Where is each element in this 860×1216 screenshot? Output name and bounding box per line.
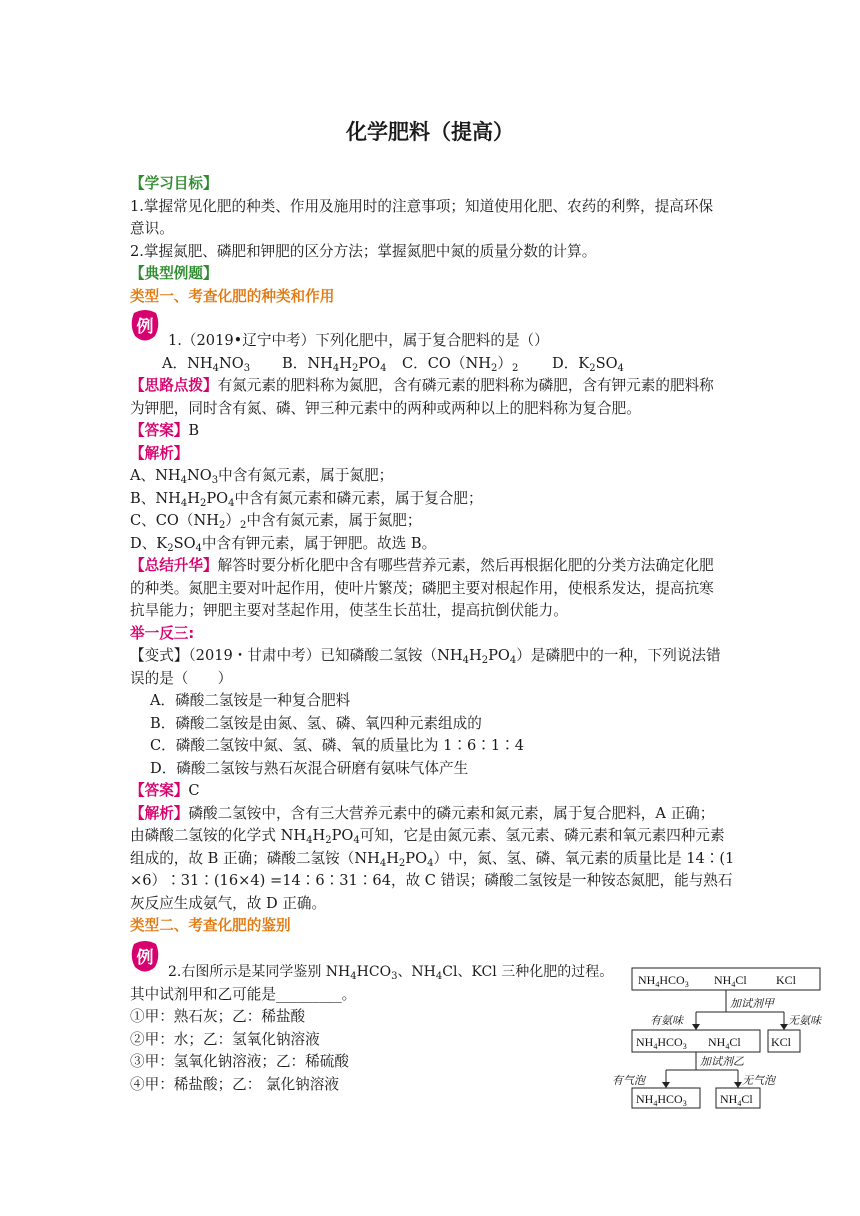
identification-flow-diagram: [608, 960, 838, 1118]
page-title: 化学肥料（提高）: [346, 120, 514, 144]
reagent-a-label: 加试剂甲: [730, 998, 774, 1010]
q1-option-d: D．$K_2SO_4$: [552, 355, 624, 374]
analysis-line: B、$NH_4H_2PO_4$中含有氮元素和磷元素，属于复合肥；: [130, 490, 483, 509]
summary-label: 【总结升华】: [130, 557, 218, 574]
variant-option: C．磷酸二氢铵中氮、氢、磷、氧的质量比为 1∶6∶1∶4: [150, 737, 525, 754]
analysis-line: A、$NH_4NO_3$中含有氮元素，属于氮肥；: [130, 467, 394, 486]
summary-line: 【总结升华】解答时要分析化肥中含有哪些营养元素，然后再根据化肥的分类方法确定化肥: [130, 557, 714, 574]
mid-right-box-label: KCl: [771, 1035, 792, 1049]
variant-answer: 【答案】C: [130, 782, 200, 799]
variant-option: B．磷酸二氢铵是由氮、氢、磷、氧四种元素组成的: [150, 715, 482, 732]
question-2-stem: 其中试剂甲和乙可能是_________。: [130, 986, 357, 1003]
variant-option: A．磷酸二氢铵是一种复合肥料: [150, 692, 351, 709]
variant-heading: 举一反三:: [130, 625, 195, 642]
section-heading-type1: 类型一、考查化肥的种类和作用: [130, 288, 335, 305]
variant-option: D．磷酸二氢铵与熟石灰混合研磨有氨味气体产生: [150, 760, 469, 777]
branch-b-right-label: 无气泡: [742, 1075, 775, 1087]
goal-line: 1.掌握常见化肥的种类、作用及施用时的注意事项；知道使用化肥、农药的利弊，提高环保: [130, 198, 714, 215]
question-1-stem: 1.（2019•辽宁中考）下列化肥中，属于复合肥料的是（）: [168, 332, 549, 349]
analysis-line: C、$CO(NH_2)_2$中含有氮元素，属于氮肥；: [130, 512, 422, 531]
goal-line: 2.掌握氮肥、磷肥和钾肥的区分方法；掌握氮肥中氮的质量分数的计算。: [130, 243, 597, 260]
summary-line: 的种类。氮肥主要对叶起作用，使叶片繁茂；磷肥主要对根起作用，使根系发达，提高抗寒: [130, 580, 714, 597]
q2-option: ③甲：氢氧化钠溶液；乙：稀硫酸: [130, 1053, 349, 1070]
badge-label: 例: [136, 948, 154, 968]
answer-line: 【答案】B: [130, 422, 200, 439]
variant-stem: 误的是（ ）: [130, 670, 233, 687]
example-badge-icon: [130, 309, 160, 343]
examples-heading: 【典型例题】: [130, 265, 218, 282]
hint-line: 【思路点拨】有氮元素的肥料称为氮肥，含有磷元素的肥料称为磷肥，含有钾元素的肥料称: [130, 377, 714, 394]
badge-label: 例: [136, 317, 154, 337]
q2-option: ④甲：稀盐酸；乙： 氯化钠溶液: [130, 1076, 339, 1093]
q1-option-b: B．$NH_4H_2PO_4$: [282, 355, 387, 374]
goal-line: 意识。: [130, 220, 174, 237]
bottom-right-box-label: $NH_4Cl$: [720, 1092, 753, 1108]
example-badge-icon: [130, 940, 160, 974]
mid-box-label-2: $NH_4Cl$: [708, 1035, 741, 1051]
q1-option-a: A．$NH_4NO_3$: [162, 355, 251, 374]
analysis-line: D、$K_2SO_4$中含有钾元素，属于钾肥。故选 B。: [130, 535, 437, 554]
reagent-b-label: 加试剂乙: [700, 1056, 744, 1068]
variant-stem: 【变式】（2019・甘肃中考）已知磷酸二氢铵$(NH_4H_2PO_4)$是磷肥中的一种，下列说法错: [130, 647, 721, 666]
branch-a-right-label: 无氨味: [788, 1015, 821, 1027]
top-box-label-2: $NH_4Cl$: [714, 973, 747, 989]
variant-analysis-line: 组成的，故 B 正确；磷酸二氢铵$(NH_4H_2PO_4)$中，氮、氢、磷、氧元素的质量比是 14∶(1: [130, 850, 735, 869]
branch-b-left-label: 有气泡: [612, 1075, 645, 1087]
variant-analysis-line: 灰反应生成氨气，故 D 正确。: [130, 895, 327, 912]
bottom-left-box-label: $NH_4HCO_3$: [636, 1092, 687, 1108]
mid-box-label-1: $NH_4HCO_3$: [636, 1035, 687, 1051]
variant-analysis-line: ×6）∶31∶(16×4) =14∶6∶31∶64，故 C 错误；磷酸二氢铵是一种铵态氮肥，能与熟石: [130, 872, 733, 889]
top-box-label-1: $NH_4HCO_3$: [638, 973, 689, 989]
goals-heading: 【学习目标】: [130, 175, 218, 192]
analysis-label: 【解析】: [130, 445, 189, 462]
branch-a-left-label: 有氨味: [650, 1015, 683, 1027]
variant-analysis-line: 【解析】磷酸二氢铵中，含有三大营养元素中的磷元素和氮元素，属于复合肥料，A 正确；: [130, 805, 715, 822]
summary-line: 抗旱能力；钾肥主要对茎起作用，使茎生长茁壮，提高抗倒伏能力。: [130, 602, 568, 619]
variant-analysis-line: 由磷酸二氢铵的化学式 $NH_4H_2PO_4$可知，它是由氮元素、氢元素、磷元素和氧元素四种元素: [130, 827, 725, 846]
hint-line: 为钾肥，同时含有氮、磷、钾三种元素中的两种或两种以上的肥料称为复合肥。: [130, 400, 641, 417]
q1-option-c: C．$CO(NH_2)_2$: [402, 355, 519, 374]
top-box-label-3: KCl: [776, 973, 797, 987]
hint-label: 【思路点拨】: [130, 377, 218, 394]
q2-option: ①甲：熟石灰；乙：稀盐酸: [130, 1008, 306, 1025]
q2-option: ②甲：水；乙：氢氧化钠溶液: [130, 1031, 320, 1048]
section-heading-type2: 类型二、考查化肥的鉴别: [130, 917, 291, 934]
question-2-stem: 2.右图所示是某同学鉴别 $NH_4HCO_3$、$NH_4Cl$、KCl 三种化肥的过程。: [168, 964, 614, 982]
